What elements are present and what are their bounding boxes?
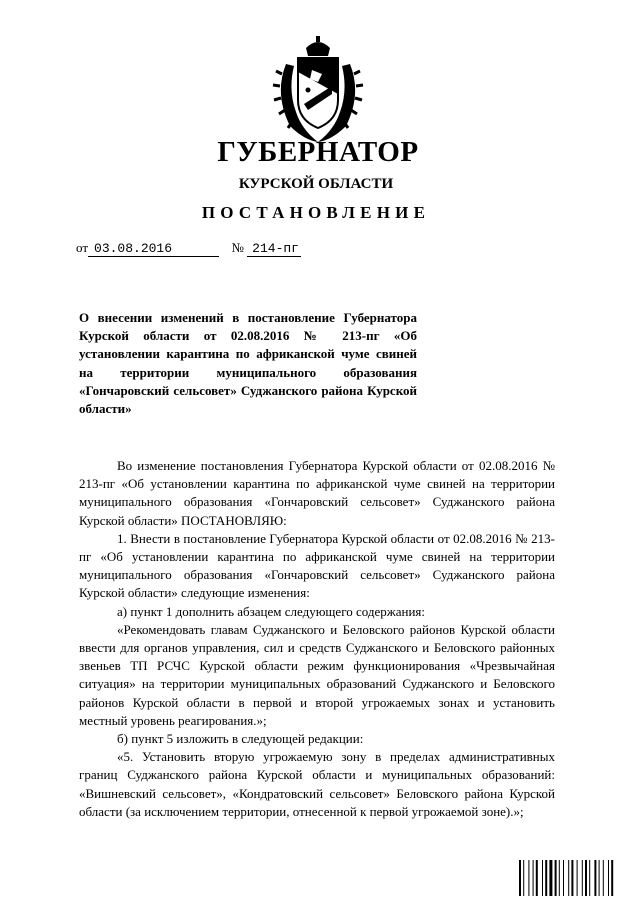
barcode-bar (589, 860, 590, 896)
barcode-bar (599, 860, 600, 896)
body-paragraph: «Рекомендовать главам Суджанского и Беловского районов Курской области ввести для органов управления, сил и средств Суджанского и Беловского районных звеньев ТП РСЧС Курской области режим функционирования «Чрезвычайная ситуация» на территории муниципальных образований Суджанского и Беловского районов Курской области в первой и второй угрожаемых зонах и установить местный уровень реагирования.»; (79, 621, 555, 728)
barcode-bar (594, 860, 596, 896)
barcode-bar (608, 860, 609, 896)
barcode-bar (577, 860, 578, 896)
body-paragraph: 1. Внести в постановление Губернатора Курской области от 02.08.2016 № 213-пг «Об установлении карантина по африканской чуме свиней на территории муниципального образования «Гончаровский сельсовет» Суджанского района Курской области» следующие изменения: (79, 530, 555, 601)
barcode-bar (571, 860, 573, 896)
barcode-bar (519, 860, 521, 896)
region-subtitle: КУРСКОЙ ОБЛАСТИ (238, 176, 394, 192)
barcode-bar (549, 860, 552, 896)
page-title: ГУБЕРНАТОР (217, 136, 419, 168)
date-prefix: от (76, 240, 89, 255)
barcode-bar (559, 860, 560, 896)
barcode-icon (519, 860, 629, 896)
document-subject: О внесении изменений в постановление Губернатора Курской области от 02.08.2016 № 213-пг «Об установлении карантина по африканской чуме свиней на территории муниципального образования «Гончаровский сельсовет» Суджанского района Курской области» (79, 310, 417, 417)
document-number-line (76, 240, 301, 257)
barcode-bar (523, 860, 524, 896)
barcode-bar (568, 860, 569, 896)
document-type: ПОСТАНОВЛЕНИЕ (201, 203, 431, 222)
document-date: 03.08.2016 (94, 241, 173, 256)
body-paragraph: а) пункт 1 дополнить абзацем следующего содержания: (117, 603, 426, 619)
barcode-bar (533, 860, 534, 896)
barcode-bar (563, 860, 564, 896)
barcode-bar (542, 860, 543, 896)
barcode-bar (603, 860, 604, 896)
barcode-bar (585, 860, 587, 896)
barcode-bar (582, 860, 583, 896)
barcode-bar (536, 860, 538, 896)
body-paragraph: «5. Установить вторую угрожаемую зону в пределах административных границ Суджанского района Курской области и муниципальных образований: «Вишневский сельсовет», «Кондратовский сельсовет» Беловского района Курской области (за исключением территории, отнесенной к первой угрожаемой зоне).»; (79, 749, 555, 819)
barcode-bar (545, 860, 547, 896)
barcode-bar (611, 860, 613, 896)
body-paragraph: Во изменение постановления Губернатора Курской области от 02.08.2016 № 213-пг «Об установлении карантина по африканской чуме свиней на территории муниципального образования «Гончаровский сельсовет» Суджанского района Курской области» ПОСТАНОВЛЯЮ: (79, 458, 555, 528)
body-paragraph: б) пункт 5 изложить в следующей редакции: (117, 731, 364, 747)
coat-of-arms-icon (268, 34, 368, 144)
number-prefix: № (231, 240, 244, 255)
barcode-bar (555, 860, 557, 896)
document-body (79, 457, 555, 821)
document-number: 214-пг (252, 241, 299, 256)
barcode-bar (528, 860, 529, 896)
